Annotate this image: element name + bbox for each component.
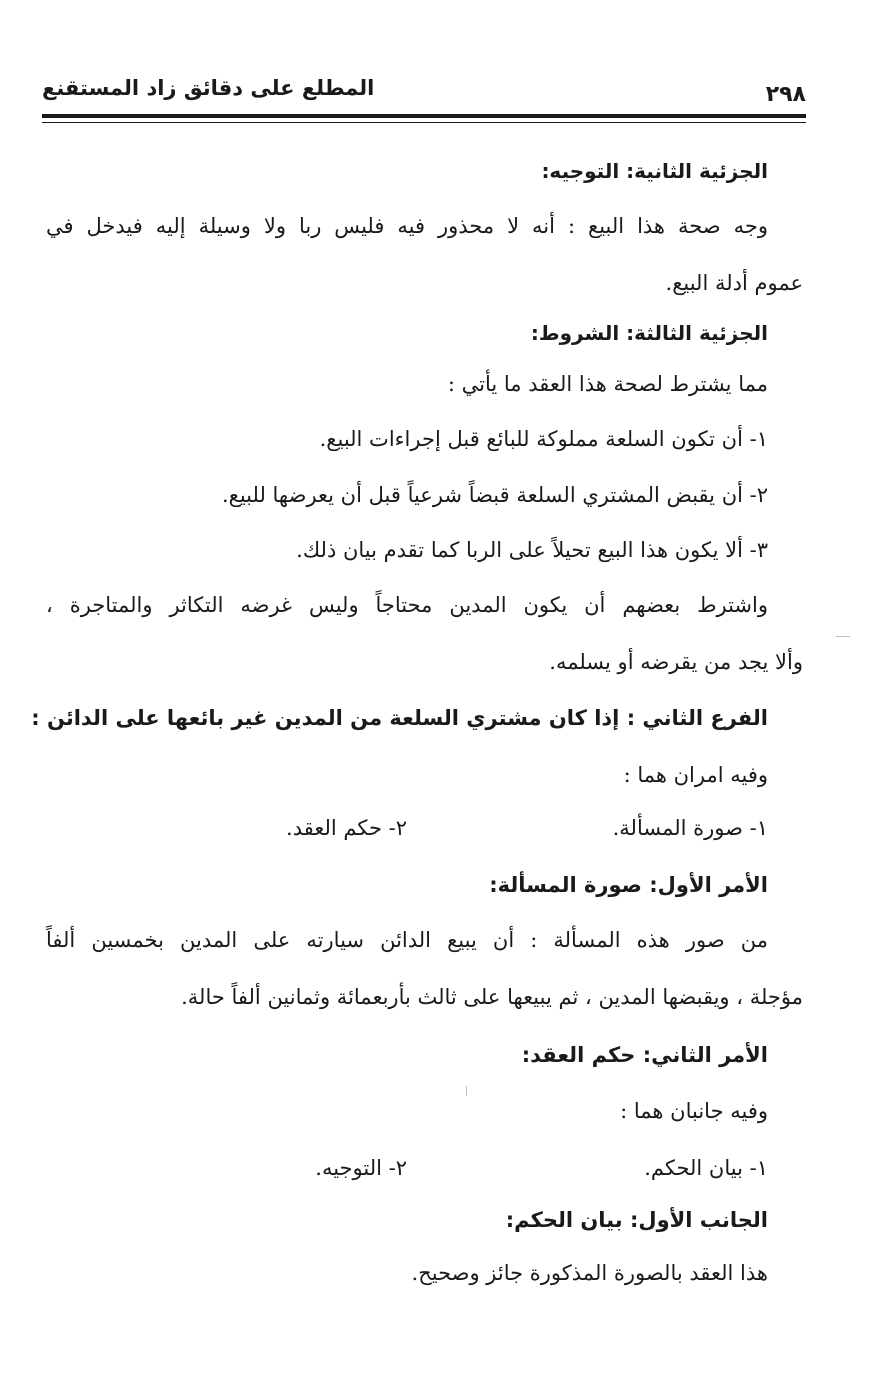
matter-item-1: ١- صورة المسألة. [612,816,768,840]
paragraph-example-line-1: من صور هذه المسألة : أن يبيع الدائن سيارته على المدين بخمسين ألفاً [46,928,768,952]
heading-first-matter: الأمر الأول: صورة المسألة: [489,873,768,897]
condition-item-1: ١- أن تكون السلعة مملوكة للبائع قبل إجراءات البيع. [319,427,768,451]
paragraph-extra-condition-line-1: واشترط بعضهم أن يكون المدين محتاجاً وليس غرضه التكاثر والمتاجرة ، [46,593,768,617]
heading-conditions: الجزئية الثالثة: الشروط: [530,321,768,345]
header-rule-thick [42,114,806,118]
aspect-item-2: ٢- التوجيه. [315,1156,407,1180]
heading-justification: الجزئية الثانية: التوجيه: [541,159,768,183]
condition-item-3: ٣- ألا يكون هذا البيع تحيلاً على الربا كما تقدم بيان ذلك. [296,538,768,562]
page-number: ٢٩٨ [765,82,806,107]
paragraph-justification-line-1: وجه صحة هذا البيع : أنه لا محذور فيه فليس ربا ولا وسيلة إليه فيدخل في [46,214,768,238]
paragraph-two-matters: وفيه امران هما : [623,763,768,787]
heading-second-matter: الأمر الثاني: حكم العقد: [521,1043,768,1067]
paragraph-example-line-2: مؤجلة ، ويقبضها المدين ، ثم يبيعها على ثالث بأربعمائة وثمانين ألفاً حالة. [181,985,803,1009]
paragraph-justification-line-2: عموم أدلة البيع. [665,271,803,295]
paragraph-conditions-intro: مما يشترط لصحة هذا العقد ما يأتي : [447,372,768,396]
condition-item-2: ٢- أن يقبض المشتري السلعة قبضاً شرعياً قبل أن يعرضها للبيع. [221,483,768,507]
running-head [42,70,806,110]
heading-first-aspect: الجانب الأول: بيان الحكم: [505,1208,768,1232]
header-rule-thin [42,122,806,123]
paragraph-ruling: هذا العقد بالصورة المذكورة جائز وصحيح. [411,1261,768,1285]
matter-item-2: ٢- حكم العقد. [286,816,407,840]
scan-mark [836,636,850,637]
paragraph-two-aspects: وفيه جانبان هما : [620,1099,768,1123]
book-title: المطلع على دقائق زاد المستقنع [42,76,375,100]
aspect-item-1: ١- بيان الحكم. [644,1156,768,1180]
heading-second-branch: الفرع الثاني : إذا كان مشتري السلعة من المدين غير بائعها على الدائن : [31,706,768,730]
paragraph-extra-condition-line-2: وألا يجد من يقرضه أو يسلمه. [549,650,803,674]
scan-mark [466,1086,467,1096]
